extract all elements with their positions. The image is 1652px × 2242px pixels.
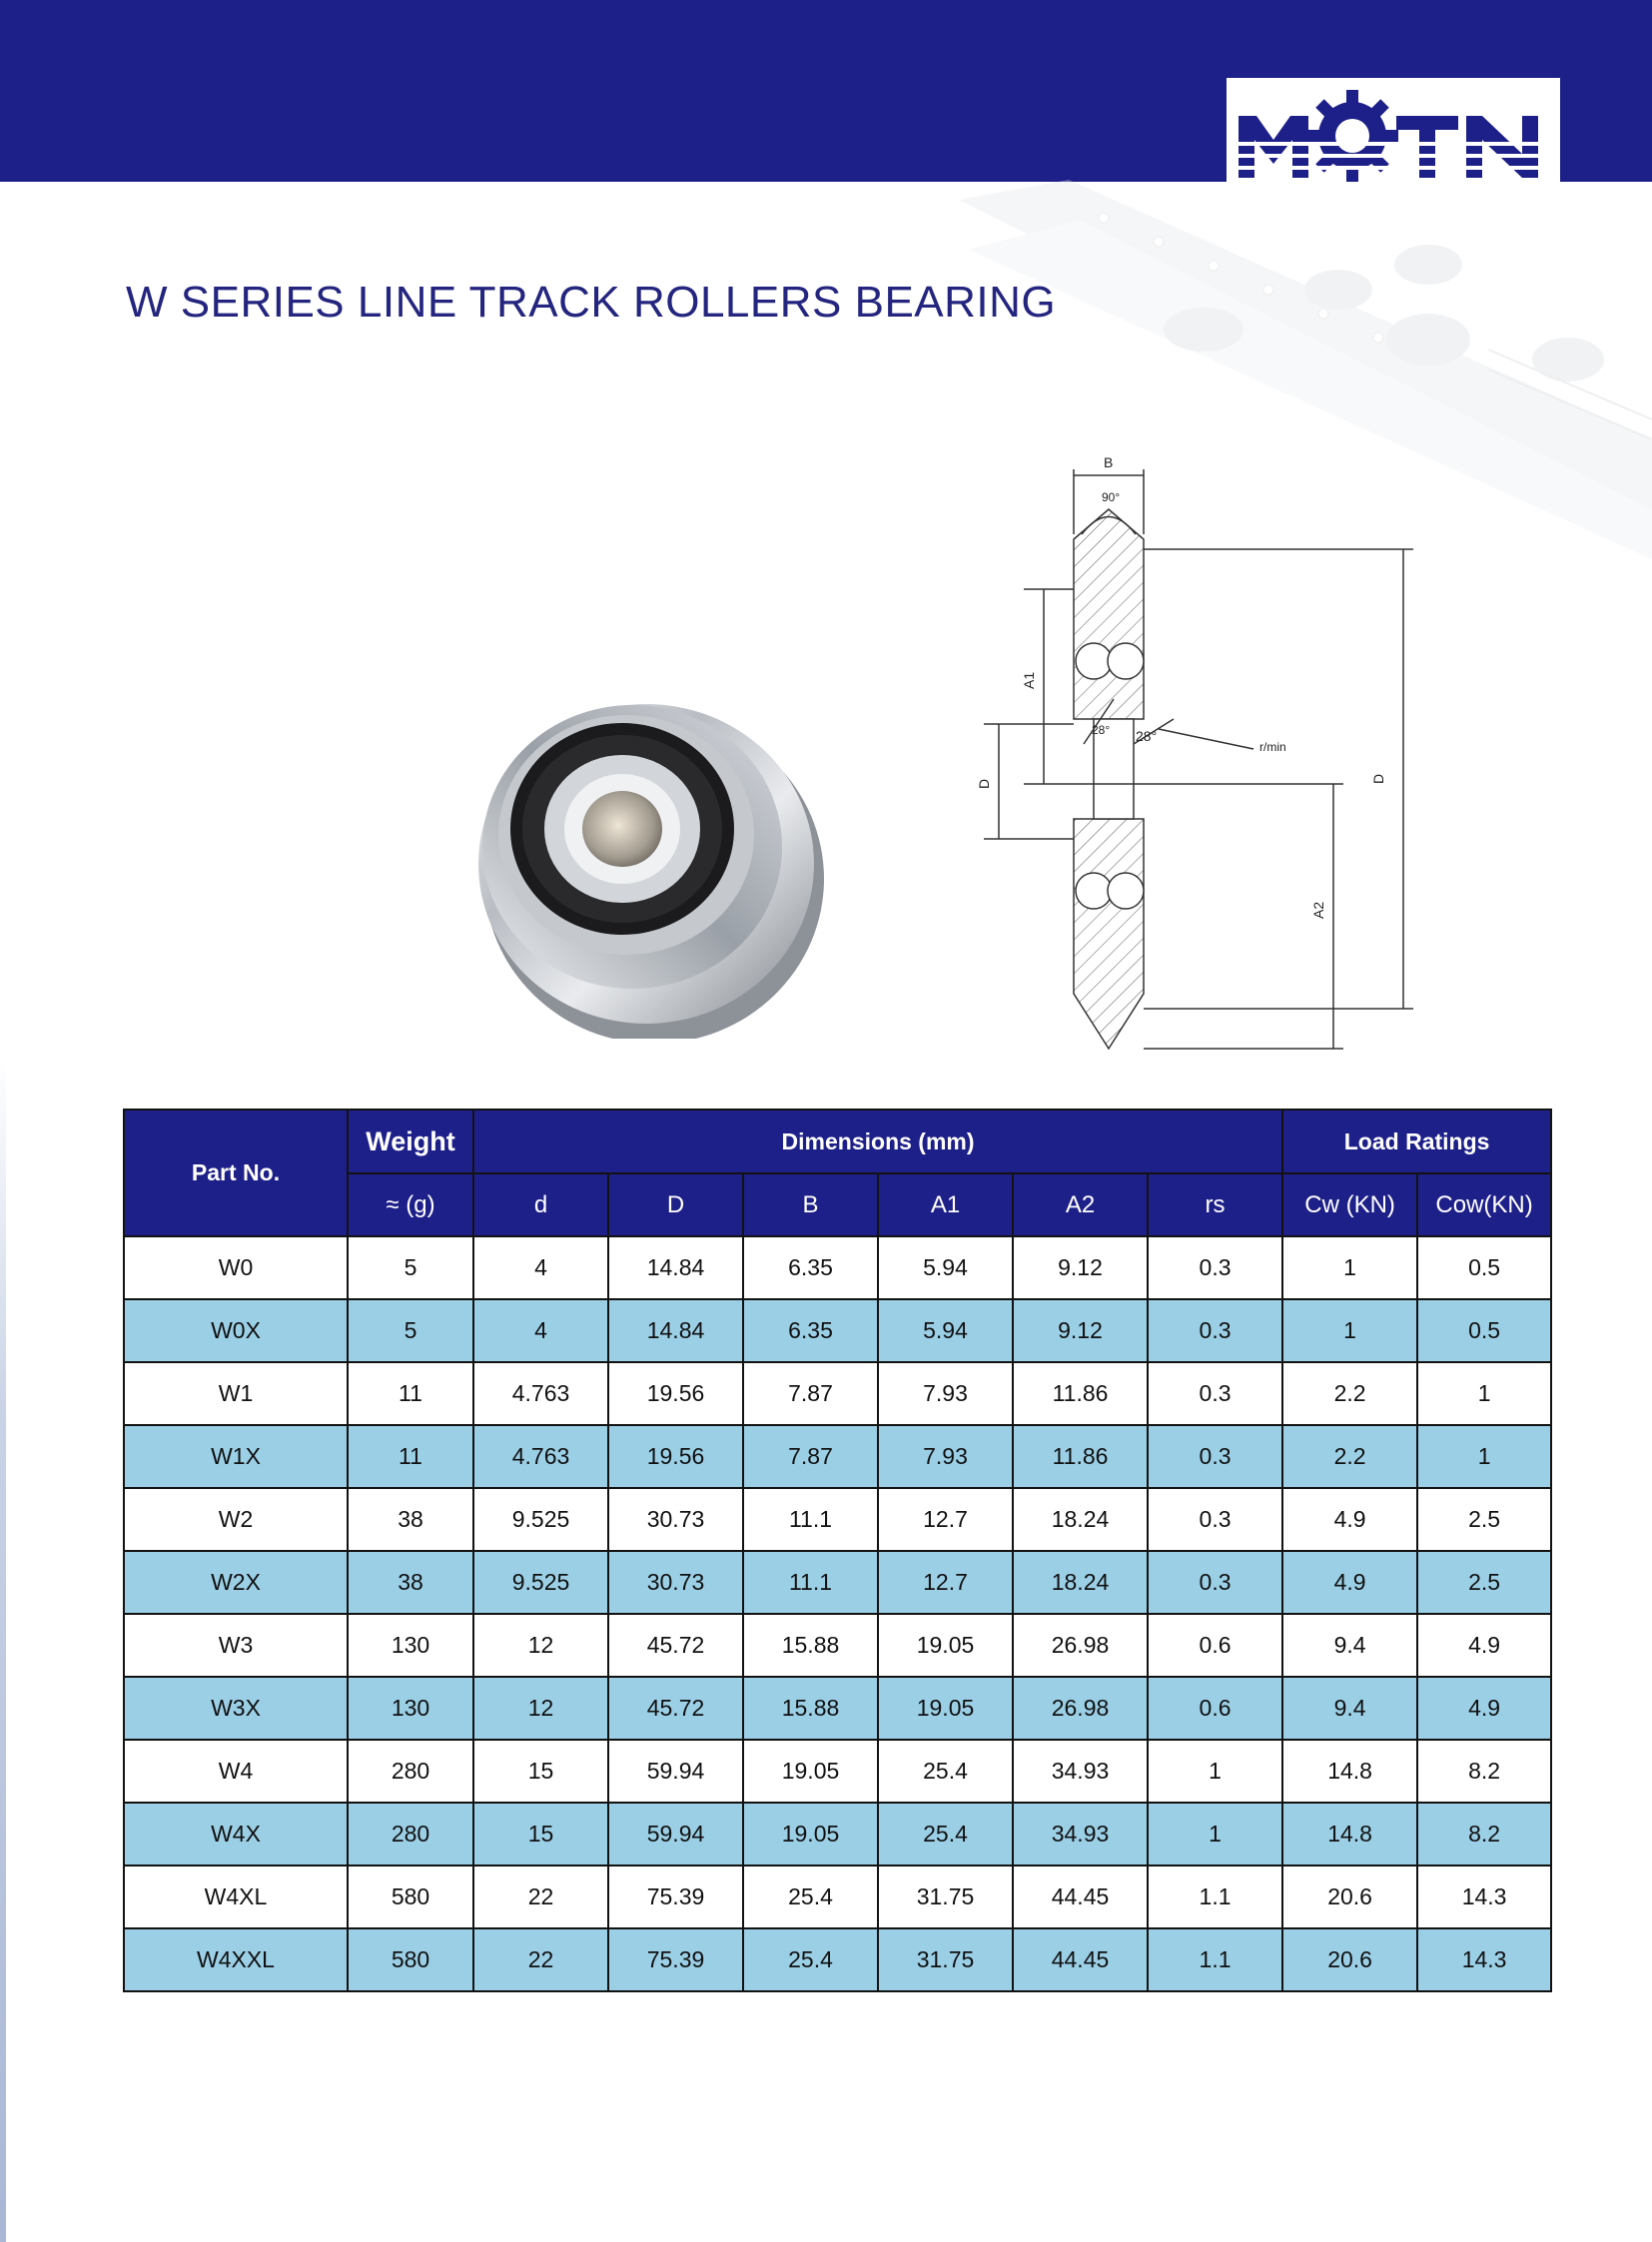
- header-cw: Cw (KN): [1282, 1173, 1417, 1236]
- cell-A2: 11.86: [1013, 1362, 1148, 1425]
- cell-d: 9.525: [473, 1551, 608, 1614]
- cell-cw: 4.9: [1282, 1488, 1417, 1551]
- cell-cw: 4.9: [1282, 1551, 1417, 1614]
- cell-cow: 4.9: [1417, 1614, 1551, 1677]
- cell-cow: 14.3: [1417, 1866, 1551, 1928]
- table-row: [124, 1928, 1551, 1991]
- table-row: [124, 1425, 1551, 1488]
- cell-B: 15.88: [743, 1677, 878, 1740]
- table-row: [124, 1488, 1551, 1551]
- cell-d: 15: [473, 1803, 608, 1866]
- cell-part-no: W2X: [124, 1551, 348, 1614]
- cell-d: 4.763: [473, 1362, 608, 1425]
- cell-A2: 34.93: [1013, 1740, 1148, 1803]
- cell-A1: 12.7: [878, 1551, 1013, 1614]
- cell-D: 30.73: [608, 1551, 743, 1614]
- cell-weight: 5: [348, 1236, 473, 1299]
- header-A2: A2: [1013, 1173, 1148, 1236]
- cell-B: 25.4: [743, 1928, 878, 1991]
- cell-rs: 1.1: [1148, 1928, 1282, 1991]
- cell-B: 11.1: [743, 1551, 878, 1614]
- cell-weight: 5: [348, 1299, 473, 1362]
- header-D: D: [608, 1173, 743, 1236]
- cell-A1: 19.05: [878, 1614, 1013, 1677]
- header-part-no: Part No.: [124, 1110, 348, 1236]
- cell-cw: 9.4: [1282, 1677, 1417, 1740]
- table-row: [124, 1866, 1551, 1928]
- cell-rs: 0.6: [1148, 1677, 1282, 1740]
- cell-D: 59.94: [608, 1740, 743, 1803]
- cell-cw: 14.8: [1282, 1803, 1417, 1866]
- cell-rs: 0.3: [1148, 1488, 1282, 1551]
- table-body: [124, 1236, 1551, 1991]
- cell-A1: 25.4: [878, 1803, 1013, 1866]
- cell-part-no: W0: [124, 1236, 348, 1299]
- cell-cw: 20.6: [1282, 1866, 1417, 1928]
- header-load-ratings: Load Ratings: [1282, 1110, 1551, 1173]
- cell-part-no: W0X: [124, 1299, 348, 1362]
- cell-D: 45.72: [608, 1677, 743, 1740]
- cell-part-no: W1: [124, 1362, 348, 1425]
- cell-rs: 1: [1148, 1740, 1282, 1803]
- cell-rs: 1.1: [1148, 1866, 1282, 1928]
- cell-D: 75.39: [608, 1928, 743, 1991]
- cell-cow: 8.2: [1417, 1803, 1551, 1866]
- cell-A1: 31.75: [878, 1928, 1013, 1991]
- cell-cw: 1: [1282, 1236, 1417, 1299]
- cell-weight: 580: [348, 1866, 473, 1928]
- cell-d: 15: [473, 1740, 608, 1803]
- cell-weight: 11: [348, 1425, 473, 1488]
- cell-D: 59.94: [608, 1803, 743, 1866]
- cell-weight: 280: [348, 1803, 473, 1866]
- specification-table: [123, 1109, 1552, 1992]
- cell-A2: 18.24: [1013, 1551, 1148, 1614]
- cell-cow: 0.5: [1417, 1236, 1551, 1299]
- cell-A2: 18.24: [1013, 1488, 1148, 1551]
- cell-B: 11.1: [743, 1488, 878, 1551]
- cell-D: 19.56: [608, 1362, 743, 1425]
- cell-part-no: W3X: [124, 1677, 348, 1740]
- label-A2: A2: [1310, 901, 1326, 919]
- table-row: [124, 1803, 1551, 1866]
- cell-part-no: W4XXL: [124, 1928, 348, 1991]
- cell-cw: 1: [1282, 1299, 1417, 1362]
- cell-A1: 5.94: [878, 1299, 1013, 1362]
- header-weight-unit: ≈ (g): [348, 1173, 473, 1236]
- cell-cow: 4.9: [1417, 1677, 1551, 1740]
- header-B: B: [743, 1173, 878, 1236]
- cell-cow: 1: [1417, 1362, 1551, 1425]
- cell-d: 22: [473, 1866, 608, 1928]
- header-cow: Cow(KN): [1417, 1173, 1551, 1236]
- cell-rs: 0.3: [1148, 1551, 1282, 1614]
- table-row: [124, 1551, 1551, 1614]
- cell-cow: 14.3: [1417, 1928, 1551, 1991]
- cell-part-no: W4: [124, 1740, 348, 1803]
- cell-d: 12: [473, 1614, 608, 1677]
- header-dimensions: Dimensions (mm): [473, 1110, 1282, 1173]
- cell-B: 25.4: [743, 1866, 878, 1928]
- cell-weight: 580: [348, 1928, 473, 1991]
- cell-rs: 1: [1148, 1803, 1282, 1866]
- cell-weight: 130: [348, 1677, 473, 1740]
- cell-B: 6.35: [743, 1299, 878, 1362]
- cell-B: 7.87: [743, 1425, 878, 1488]
- table-row: [124, 1677, 1551, 1740]
- cell-D: 45.72: [608, 1614, 743, 1677]
- table-header-row-1: [124, 1110, 1551, 1173]
- brand-logo: [1227, 78, 1560, 182]
- header-d: d: [473, 1173, 608, 1236]
- cell-cow: 8.2: [1417, 1740, 1551, 1803]
- label-D: D: [1370, 773, 1386, 784]
- cell-D: 19.56: [608, 1425, 743, 1488]
- cell-A2: 26.98: [1013, 1677, 1148, 1740]
- cell-weight: 280: [348, 1740, 473, 1803]
- cell-weight: 11: [348, 1362, 473, 1425]
- cell-cw: 14.8: [1282, 1740, 1417, 1803]
- cell-part-no: W2: [124, 1488, 348, 1551]
- cell-cow: 0.5: [1417, 1299, 1551, 1362]
- cell-rs: 0.3: [1148, 1425, 1282, 1488]
- cell-B: 7.87: [743, 1362, 878, 1425]
- cell-cw: 2.2: [1282, 1425, 1417, 1488]
- cell-A1: 7.93: [878, 1425, 1013, 1488]
- label-28-left: 28°: [1092, 723, 1111, 737]
- label-90: 90°: [1102, 490, 1121, 504]
- label-B: B: [1104, 454, 1114, 470]
- cell-D: 30.73: [608, 1488, 743, 1551]
- cell-cow: 2.5: [1417, 1551, 1551, 1614]
- page-title: W SERIES LINE TRACK ROLLERS BEARING: [126, 278, 1057, 327]
- cell-D: 14.84: [608, 1236, 743, 1299]
- cell-D: 14.84: [608, 1299, 743, 1362]
- table-row: [124, 1362, 1551, 1425]
- table-row: [124, 1740, 1551, 1803]
- cell-A2: 9.12: [1013, 1236, 1148, 1299]
- cell-A1: 25.4: [878, 1740, 1013, 1803]
- cell-A1: 19.05: [878, 1677, 1013, 1740]
- cell-d: 9.525: [473, 1488, 608, 1551]
- cell-cw: 2.2: [1282, 1362, 1417, 1425]
- cell-B: 15.88: [743, 1614, 878, 1677]
- cell-d: 4: [473, 1299, 608, 1362]
- cell-rs: 0.3: [1148, 1299, 1282, 1362]
- header-rs: rs: [1148, 1173, 1282, 1236]
- cell-cw: 20.6: [1282, 1928, 1417, 1991]
- cell-part-no: W4X: [124, 1803, 348, 1866]
- cell-cow: 2.5: [1417, 1488, 1551, 1551]
- cell-A2: 11.86: [1013, 1425, 1148, 1488]
- label-A1: A1: [1021, 671, 1037, 689]
- table-row: [124, 1236, 1551, 1299]
- label-28-right: 28°: [1136, 728, 1158, 744]
- cell-weight: 38: [348, 1488, 473, 1551]
- cell-weight: 38: [348, 1551, 473, 1614]
- header-A1: A1: [878, 1173, 1013, 1236]
- cell-cw: 9.4: [1282, 1614, 1417, 1677]
- cell-A2: 9.12: [1013, 1299, 1148, 1362]
- header-weight: Weight: [348, 1110, 473, 1173]
- table-row: [124, 1614, 1551, 1677]
- table-row: [124, 1299, 1551, 1362]
- cell-cow: 1: [1417, 1425, 1551, 1488]
- cell-weight: 130: [348, 1614, 473, 1677]
- cell-A1: 12.7: [878, 1488, 1013, 1551]
- cell-part-no: W3: [124, 1614, 348, 1677]
- cell-B: 19.05: [743, 1803, 878, 1866]
- cell-rs: 0.3: [1148, 1236, 1282, 1299]
- label-rmin: r/min: [1259, 740, 1286, 754]
- cell-part-no: W1X: [124, 1425, 348, 1488]
- label-d: D: [976, 778, 992, 789]
- cell-part-no: W4XL: [124, 1866, 348, 1928]
- cell-B: 19.05: [743, 1740, 878, 1803]
- cell-rs: 0.6: [1148, 1614, 1282, 1677]
- cell-d: 4.763: [473, 1425, 608, 1488]
- cell-A2: 34.93: [1013, 1803, 1148, 1866]
- cell-A2: 26.98: [1013, 1614, 1148, 1677]
- v-groove-track-roller-bearing-photo: [454, 659, 834, 1039]
- cell-A1: 5.94: [878, 1236, 1013, 1299]
- cell-A1: 7.93: [878, 1362, 1013, 1425]
- bearing-cross-section-drawing: [964, 439, 1433, 1069]
- cell-D: 75.39: [608, 1866, 743, 1928]
- cell-d: 4: [473, 1236, 608, 1299]
- cell-rs: 0.3: [1148, 1362, 1282, 1425]
- cell-A2: 44.45: [1013, 1866, 1148, 1928]
- cell-B: 6.35: [743, 1236, 878, 1299]
- cell-d: 22: [473, 1928, 608, 1991]
- cell-A1: 31.75: [878, 1866, 1013, 1928]
- cell-A2: 44.45: [1013, 1928, 1148, 1991]
- left-edge-stripe: [0, 1059, 6, 2242]
- cell-d: 12: [473, 1677, 608, 1740]
